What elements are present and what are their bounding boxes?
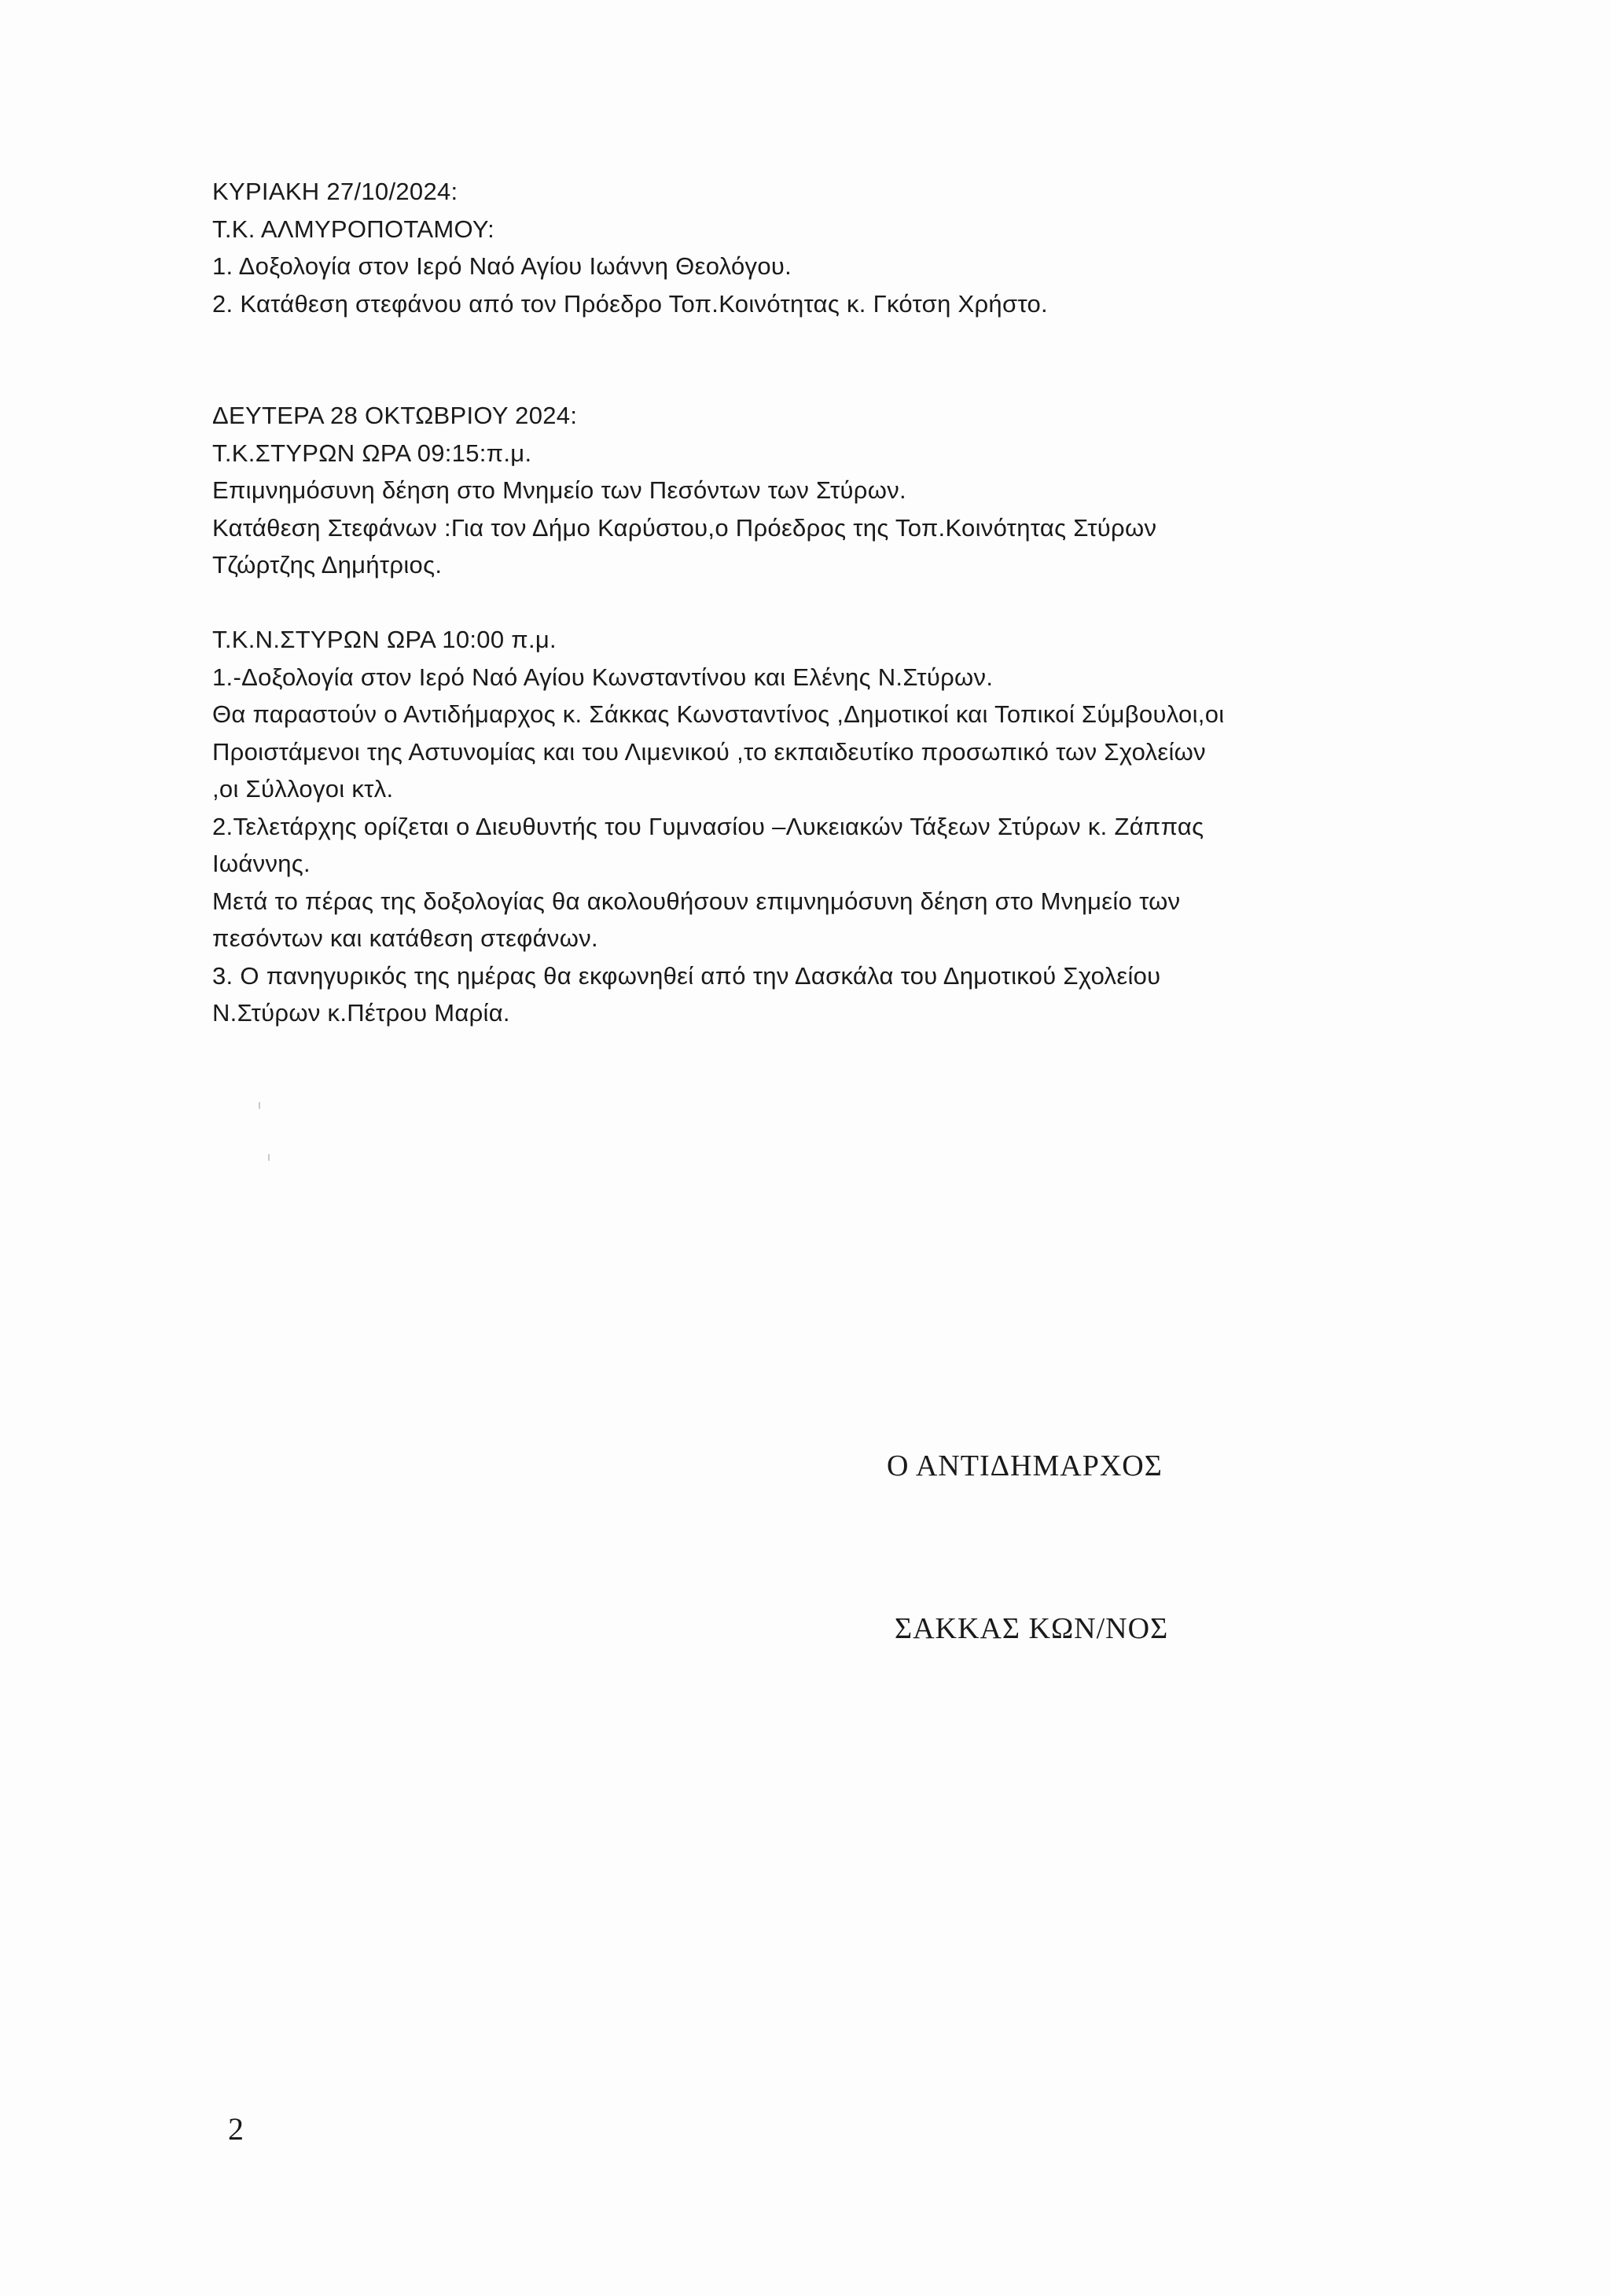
scan-speck — [259, 1102, 260, 1109]
nea-styra-time-heading: Τ.Κ.Ν.ΣΤΥΡΩΝ ΩΡΑ 10:00 π.μ. — [212, 626, 557, 653]
page-number: 2 — [228, 2111, 244, 2147]
section-sunday — [212, 173, 1439, 322]
styra-time-heading: Τ.Κ.ΣΤΥΡΩΝ ΩΡΑ 09:15:π.μ. — [212, 439, 532, 467]
almyropotamos-community-heading: Τ.Κ. ΑΛΜΥΡΟΠΟΤΑΜΟΥ: — [212, 215, 495, 243]
section-spacer — [212, 584, 1439, 622]
doxology-item: 1. Δοξολογία στον Ιερό Ναό Αγίου Ιωάννη Θεολόγου. — [212, 252, 792, 280]
monday-date-heading: ΔΕΥΤΕΡΑ 28 ΟΚΤΩΒΡΙΟΥ 2024: — [212, 402, 578, 429]
speech-line: Ν.Στύρων κ.Πέτρου Μαρία. — [212, 999, 510, 1027]
sunday-date-heading: ΚΥΡΙΑΚΗ 27/10/2024: — [212, 178, 458, 205]
master-of-ceremonies-line: 2.Τελετάρχης ορίζεται ο Διευθυντής του Γυμνασίου –Λυκειακών Τάξεων Στύρων κ. Ζάππας — [212, 812, 1204, 840]
doxology-item: 1.-Δοξολογία στον Ιερό Ναό Αγίου Κωνσταντίνου και Ελένης Ν.Στύρων. — [212, 663, 994, 691]
signature-name: ΣΑΚΚΑΣ ΚΩΝ/ΝΟΣ — [895, 1612, 1169, 1645]
after-doxology-line: Μετά το πέρας της δοξολογίας θα ακολουθήσουν επιμνημόσυνη δέηση στο Μνημείο των — [212, 887, 1181, 915]
wreath-laying-item: 2. Κατάθεση στεφάνου από τον Πρόεδρο Τοπ.Κοινότητας κ. Γκότση Χρήστο. — [212, 289, 1048, 318]
speech-line: 3. Ο πανηγυρικός της ημέρας θα εκφωνηθεί από την Δασκάλα του Δημοτικού Σχολείου — [212, 961, 1161, 990]
announcement-body — [212, 173, 1439, 1032]
after-doxology-line: πεσόντων και κατάθεση στεφάνων. — [212, 924, 598, 952]
section-spacer — [212, 360, 1439, 398]
signature-title: Ο ΑΝΤΙΔΗΜΑΡΧΟΣ — [887, 1449, 1163, 1482]
section-spacer — [212, 322, 1439, 360]
wreath-laying-line-cont: Τζώρτζης Δημήτριος. — [212, 551, 443, 579]
attendees-line: ,οι Σύλλογοι κτλ. — [212, 775, 394, 803]
section-monday-styra — [212, 397, 1439, 584]
scan-speck — [268, 1154, 270, 1161]
section-nea-styra — [212, 621, 1439, 1032]
master-of-ceremonies-line: Ιωάννης. — [212, 850, 311, 877]
memorial-service-line: Επιμνημόσυνη δέηση στο Μνημείο των Πεσόντων των Στύρων. — [212, 476, 906, 504]
wreath-laying-line: Κατάθεση Στεφάνων :Για τον Δήμο Καρύστου,ο Πρόεδρος της Τοπ.Κοινότητας Στύρων — [212, 513, 1157, 542]
attendees-line: Θα παραστούν ο Αντιδήμαρχος κ. Σάκκας Κωνσταντίνος ,Δημοτικοί και Τοπικοί Σύμβουλοι,οι — [212, 700, 1225, 728]
attendees-line: Προιστάμενοι της Αστυνομίας και του Λιμενικού ,το εκπαιδευτίκο προσωπικό των Σχολείων — [212, 737, 1206, 766]
